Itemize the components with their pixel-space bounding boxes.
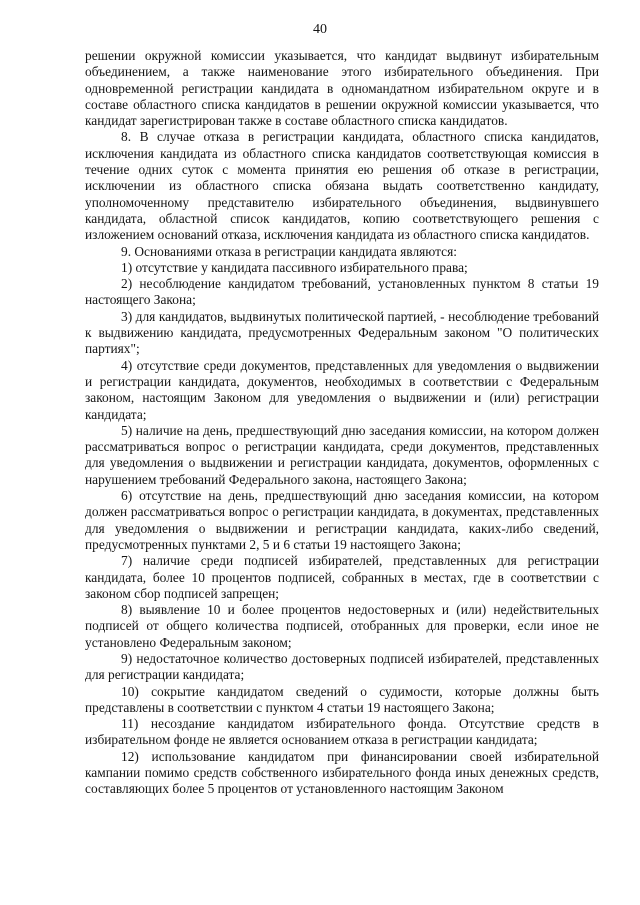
- list-item-7: 7) наличие среди подписей избирателей, представленных для регистрации кандидата, более 10 процентов подписей, собранных в местах, где в соответствии с законом сбор подписей запрещен;: [85, 553, 599, 601]
- list-item-9: 9) недостаточное количество достоверных подписей избирателей, представленных для регистрации кандидата;: [85, 650, 599, 683]
- list-item-6: 6) отсутствие на день, предшествующий дню заседания комиссии, на котором должен рассматриваться вопрос о регистрации кандидата, в документах, представленных для уведомления о выдвижении и регистрации кандидата, каких-либо сведений, предусмотренных пунктами 2, 5 и 6 статьи 19 настоящего Закона;: [85, 488, 599, 552]
- paragraph-clause-8: 8. В случае отказа в регистрации кандидата, областного списка кандидатов, исключения кандидата из областного списка кандидатов соответствующая комиссия в течение одних суток с момента принятия ею решения об отказе в регистрации, исключении из областного списка обязана выдать соответственно кандидату, уполномоченному представителю избирательного объединения, выдвинувшего кандидата, областной список кандидатов, копию соответствующего решения с изложением оснований отказа, исключения кандидата из областного списка кандидатов.: [85, 129, 599, 243]
- list-item-1: 1) отсутствие у кандидата пассивного избирательного права;: [121, 259, 468, 275]
- list-item-3: 3) для кандидатов, выдвинутых политической партией, - несоблюдение требований к выдвижению кандидата, предусмотренных Федеральным законом "О политических партиях";: [85, 308, 599, 357]
- page-number: 40: [313, 22, 327, 37]
- document-body: [85, 48, 599, 798]
- list-item-4: 4) отсутствие среди документов, представленных для уведомления о выдвижении и регистрации кандидата, документов, необходимых в соответствии с Федеральным законом, настоящим Законом для уведомления о выдвижении и (или) регистрации кандидата;: [85, 357, 599, 422]
- list-item-8: 8) выявление 10 и более процентов недостоверных и (или) недействительных подписей от общего количества подписей, отобранных для проверки, если иное не установлено Федеральным законом;: [85, 602, 599, 650]
- list-item-12: 12) использование кандидатом при финансировании своей избирательной кампании помимо средств собственного избирательного фонда иных денежных средств, составляющих более 5 процентов от установленного настоящим Законом: [85, 748, 599, 797]
- paragraph-clause-9: 9. Основаниями отказа в регистрации кандидата являются:: [121, 243, 457, 259]
- list-item-11: 11) несоздание кандидатом избирательного фонда. Отсутствие средств в избирательном фонде не является основанием отказа в регистрации кандидата;: [85, 716, 599, 748]
- list-item-5: 5) наличие на день, предшествующий дню заседания комиссии, на котором должен рассматриваться вопрос о регистрации кандидата, среди документов, представленных для уведомления о выдвижении и регистрации кандидата, документов, оформленных с нарушением требований Федерального закона, настоящего Закона;: [85, 422, 599, 487]
- list-item-2: 2) несоблюдение кандидатом требований, установленных пунктом 8 статьи 19 настоящего Закона;: [85, 276, 599, 308]
- list-item-10: 10) сокрытие кандидатом сведений о судимости, которые должны быть представлены в соответствии с пунктом 4 статьи 19 настоящего Закона;: [85, 683, 599, 715]
- paragraph-continuation: решении окружной комиссии указывается, что кандидат выдвинут избирательным объединением, а также наименование этого избирательного объединения. При одновременной регистрации кандидата в одномандатном избирательном округе и в составе областного списка кандидатов в решении окружной комиссии указывается, что кандидат зарегистрирован также в составе областного списка кандидатов.: [85, 48, 599, 129]
